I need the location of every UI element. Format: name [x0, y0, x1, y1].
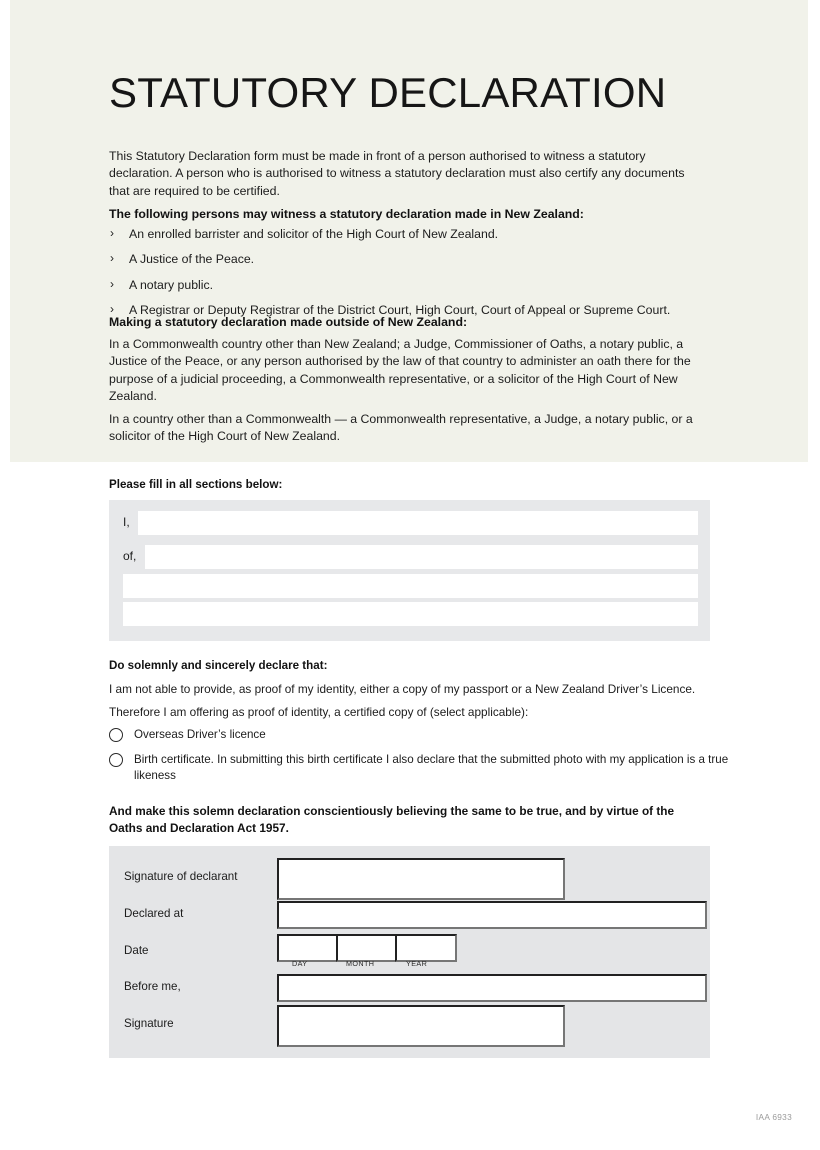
solemn-statement: And make this solemn declaration conscientiously believing the same to be true, and by virtue of the Oaths and Declaration Act 1957.: [109, 804, 675, 835]
list-item-label: A Justice of the Peace.: [129, 252, 255, 267]
declaration-paragraph-2: Therefore I am offering as proof of identity, a certified copy of (select applicable):: [109, 705, 529, 719]
declaration-heading: Do solemnly and sincerely declare that:: [109, 659, 328, 672]
declarant-address-line-2-input[interactable]: [123, 574, 698, 598]
radio-option-overseas-licence[interactable]: [109, 727, 719, 745]
list-item: [109, 277, 707, 295]
signature-of-declarant-input[interactable]: [277, 858, 565, 900]
intro-paragraph: This Statutory Declaration form must be made in front of a person authorised to witness a statutory declaration. A person who is authorised to witness a statutory declaration must also certify any documents that are required to be certified.: [109, 149, 685, 198]
label-of: of,: [123, 549, 137, 563]
declaration-paragraph-1: I am not able to provide, as proof of my identity, either a copy of my passport or a New Zealand Driver’s Licence.: [109, 682, 696, 696]
list-item: [109, 226, 707, 244]
date-year-sublabel: YEAR: [406, 959, 428, 968]
declared-at-input[interactable]: [277, 901, 707, 929]
radio-option-label: Overseas Driver’s licence: [134, 728, 266, 741]
chevron-right-icon: ›: [110, 276, 114, 291]
witness-heading: The following persons may witness a statutory declaration made in New Zealand:: [109, 207, 584, 221]
declared-at-label: Declared at: [124, 907, 184, 920]
signature-of-declarant-label: Signature of declarant: [124, 870, 238, 883]
identity-proof-options: [109, 727, 729, 791]
date-month-sublabel: MONTH: [346, 959, 375, 968]
outside-nz-paragraph-1-block: [109, 336, 708, 406]
list-item-label: An enrolled barrister and solicitor of the High Court of New Zealand.: [129, 227, 499, 241]
date-day-input[interactable]: [277, 934, 339, 962]
witness-signature-label: Signature: [124, 1017, 174, 1030]
witness-list: [109, 226, 707, 320]
witness-heading-block: [109, 206, 707, 223]
radio-option-label: Birth certificate. In submitting this birth certificate I also declare that the submitted photo with my application is a true likeness: [134, 753, 729, 782]
outside-nz-heading: Making a statutory declaration made outside of New Zealand:: [109, 315, 468, 329]
date-label: Date: [124, 944, 149, 957]
witness-list-block: [109, 226, 707, 327]
date-year-input[interactable]: [395, 934, 457, 962]
outside-nz-heading-block: [109, 314, 707, 331]
list-item: [109, 251, 707, 269]
declarant-address-input[interactable]: [145, 545, 698, 569]
outside-nz-paragraph-1: In a Commonwealth country other than New Zealand; a Judge, Commissioner of Oaths, a notary public, a Justice of the Peace, or any person authorised by the law of that country to administer an oath there for the purpose of a judicial proceeding, a Commonwealth representative, or a solicitor of the High Court of New Zealand.: [109, 337, 691, 404]
before-me-input[interactable]: [277, 974, 707, 1002]
declarant-details-panel: [109, 500, 710, 641]
date-day-sublabel: DAY: [292, 959, 308, 968]
radio-circle-icon[interactable]: [109, 728, 123, 742]
date-month-input[interactable]: [336, 934, 398, 962]
form-code: IAA 6933: [755, 1112, 792, 1122]
page-title: STATUTORY DECLARATION: [109, 69, 667, 116]
outside-nz-paragraph-2: In a country other than a Commonwealth — a Commonwealth representative, a Judge, a notary public, or a solicitor of the High Court of New Zealand.: [109, 412, 693, 444]
radio-option-birth-certificate[interactable]: [109, 752, 734, 784]
chevron-right-icon: ›: [110, 226, 114, 240]
list-item-label: A Registrar or Deputy Registrar of the District Court, High Court, Court of Appeal or Supreme Court.: [129, 302, 671, 317]
intro-paragraph-block: [109, 148, 707, 200]
chevron-right-icon: ›: [110, 301, 114, 316]
declarant-address-line-3-input[interactable]: [123, 602, 698, 626]
before-me-label: Before me,: [124, 980, 181, 993]
declarant-name-input[interactable]: [138, 511, 698, 535]
fill-instruction: Please fill in all sections below:: [109, 478, 283, 491]
list-item-label: A notary public.: [129, 277, 214, 292]
outside-nz-paragraph-2-block: [109, 411, 708, 446]
label-i: I,: [123, 515, 130, 529]
witness-signature-input[interactable]: [277, 1005, 565, 1047]
signature-panel: [109, 846, 710, 1058]
chevron-right-icon: ›: [110, 251, 114, 266]
radio-circle-icon[interactable]: [109, 753, 123, 767]
